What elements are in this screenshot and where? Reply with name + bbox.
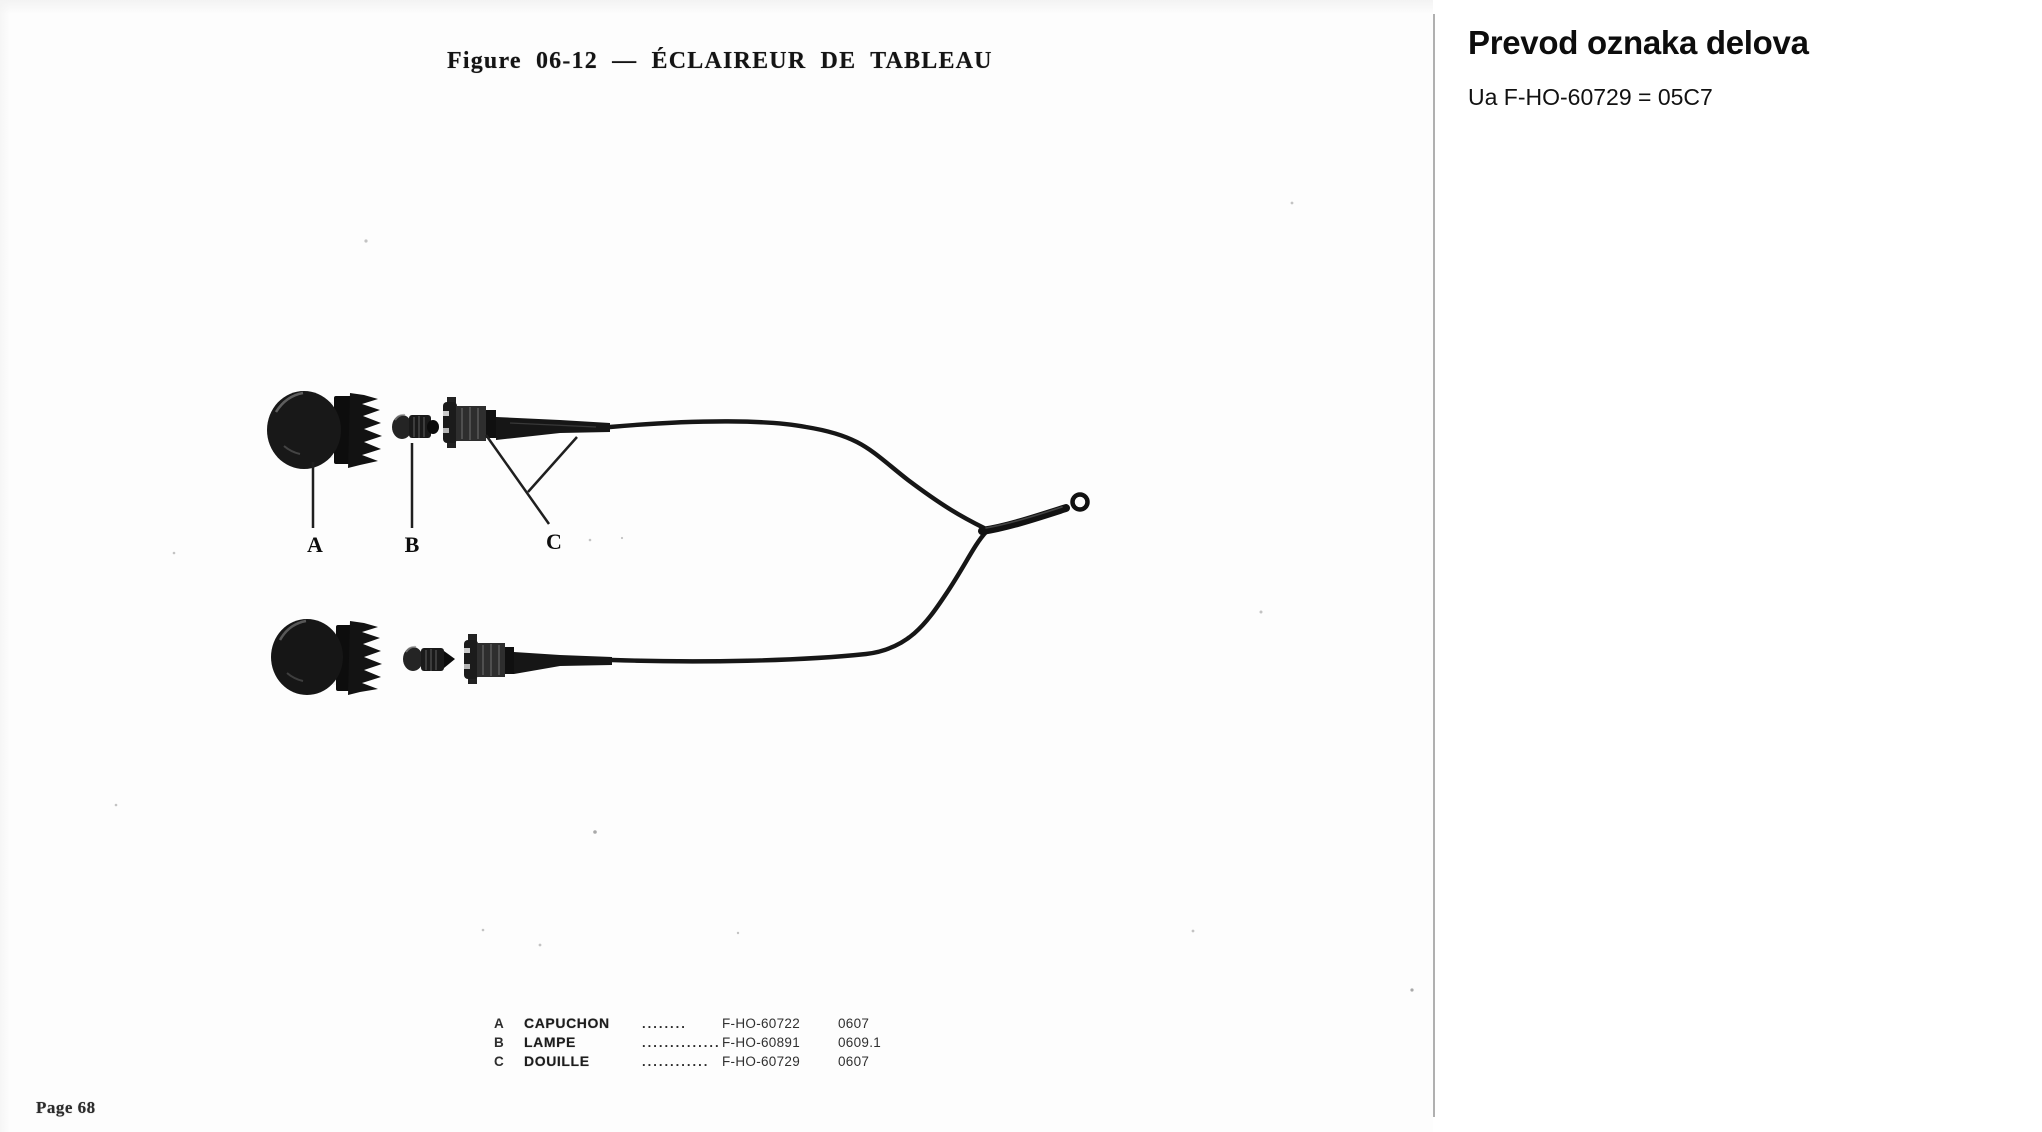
- row-code: 0607: [838, 1016, 870, 1031]
- panel-title: Prevod oznaka delova: [1468, 24, 1809, 61]
- row-part-number: F-HO-60729: [722, 1054, 801, 1069]
- top-wire: [610, 421, 984, 528]
- row-part-number: F-HO-60722: [722, 1016, 801, 1031]
- row-ref: A: [494, 1016, 504, 1031]
- socket-part-top: [443, 397, 610, 448]
- cap-part-bottom: [271, 619, 382, 695]
- row-part-name: LAMPE: [524, 1034, 576, 1050]
- bulb-part-bottom: [403, 647, 455, 671]
- bulb-part-top: [392, 415, 439, 439]
- row-part-name: CAPUCHON: [524, 1015, 610, 1031]
- part-label-b: B: [404, 532, 420, 557]
- scan-noise-specks: [115, 202, 1414, 992]
- page-number: Page 68: [36, 1098, 96, 1117]
- part-label-c: C: [546, 529, 562, 554]
- table-row: [494, 1053, 914, 1072]
- table-row: [494, 1034, 914, 1053]
- row-dot-leader: ............: [642, 1054, 710, 1069]
- socket-part-bottom: [464, 634, 612, 684]
- row-ref: B: [494, 1035, 504, 1050]
- row-dot-leader: ..............: [642, 1035, 721, 1050]
- ring-terminal: [1073, 495, 1088, 510]
- row-code: 0607: [838, 1054, 870, 1069]
- figure-title: Figure 06-12 — ÉCLAIREUR DE TABLEAU: [447, 48, 993, 74]
- parts-table: [494, 1015, 914, 1072]
- row-ref: C: [494, 1054, 504, 1069]
- row-code: 0609.1: [838, 1035, 882, 1050]
- row-dot-leader: ........: [642, 1016, 687, 1031]
- row-part-number: F-HO-60891: [722, 1035, 801, 1050]
- leader-c-branch: [528, 437, 577, 492]
- translation-panel: [1435, 0, 2042, 1132]
- cap-part-top: [267, 391, 382, 469]
- bottom-wire: [612, 532, 986, 661]
- part-number-mapping: Ua F-HO-60729 = 05C7: [1468, 84, 1713, 110]
- part-label-a: A: [307, 532, 323, 557]
- row-part-name: DOUILLE: [524, 1053, 590, 1069]
- wiring-harness: [610, 421, 1088, 661]
- table-row: [494, 1015, 914, 1034]
